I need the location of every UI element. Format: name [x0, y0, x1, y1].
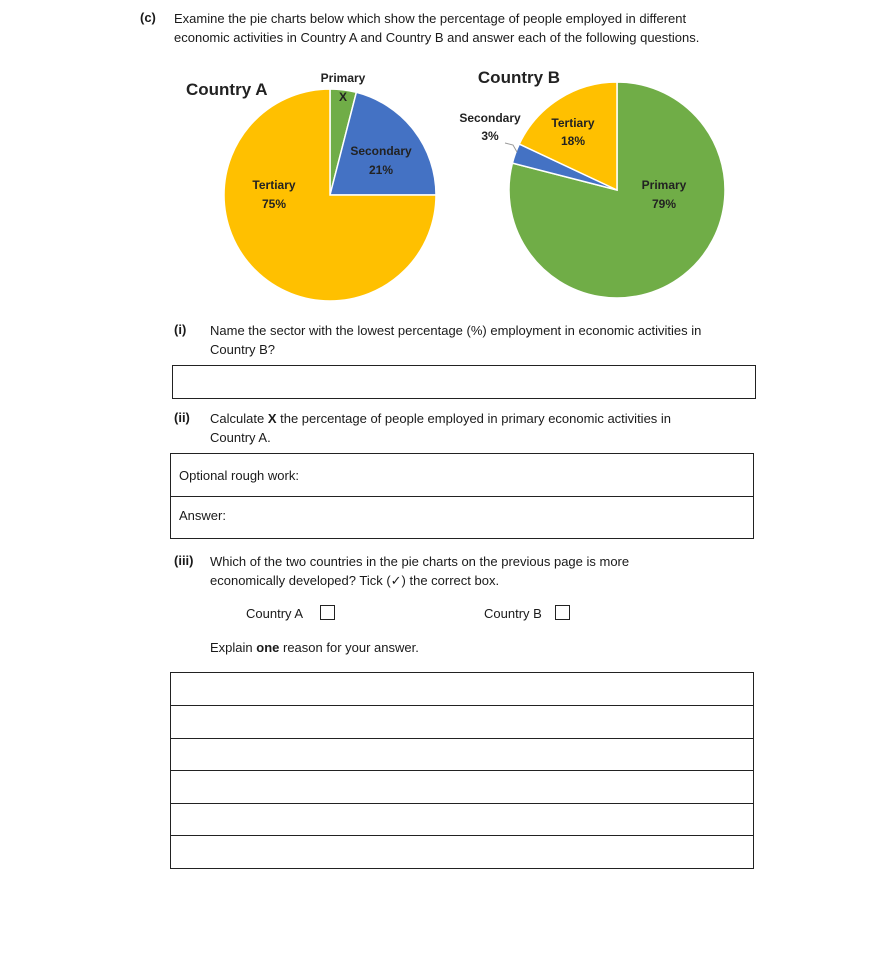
chart-b-value-tertiary: 18%: [560, 134, 586, 148]
answer-line: [171, 770, 753, 771]
q3-explanation-box[interactable]: [170, 672, 754, 869]
q3-text: [210, 552, 629, 590]
explain-pre: Explain: [210, 640, 257, 655]
chart-b-label-secondary: Secondary: [459, 111, 521, 125]
chart-b-title: Country B: [477, 68, 561, 87]
chart-a-value-primary: X: [338, 90, 348, 104]
q1-answer-box[interactable]: [172, 365, 756, 399]
answer-label: Answer:: [179, 508, 226, 523]
q1-text: [210, 321, 701, 359]
q1-label: (i): [174, 322, 187, 337]
chart-a-label-tertiary: Tertiary: [252, 178, 296, 192]
explain-post: reason for your answer.: [279, 640, 419, 655]
q2-box-divider: [171, 496, 753, 497]
chart-a-value-secondary: 21%: [368, 163, 394, 177]
chart-b-value-secondary: 3%: [481, 129, 499, 143]
chart-b-label-primary: Primary: [641, 178, 687, 192]
option-country-b-label: Country B: [484, 606, 542, 621]
explain-text: [210, 638, 419, 657]
q1-line-2: Country B?: [210, 342, 276, 357]
q2-answer-box[interactable]: [170, 453, 754, 539]
chart-a-title: Country A: [186, 80, 268, 99]
pie-chart-country-a: [224, 89, 436, 301]
chart-b-value-primary: 79%: [651, 197, 677, 211]
chart-a-value-tertiary: 75%: [261, 197, 287, 211]
answer-line: [171, 835, 753, 836]
q2-line-1: [210, 409, 671, 428]
chart-b-label-tertiary: Tertiary: [551, 116, 595, 130]
explain-bold: one: [256, 640, 280, 655]
q3-label: (iii): [174, 553, 194, 568]
pie-charts: [0, 0, 892, 320]
q2-line-1-pre: Calculate: [210, 411, 268, 426]
option-country-a-label: Country A: [246, 606, 304, 621]
answer-line: [171, 705, 753, 706]
q3-line-1: Which of the two countries in the pie charts on the previous page is more: [210, 554, 630, 569]
answer-line: [171, 738, 753, 739]
rough-work-label: Optional rough work:: [179, 468, 299, 483]
intro-line-1: Examine the pie charts below which show the percentage of people employed in different: [174, 11, 687, 26]
answer-line: [171, 803, 753, 804]
part-label: (c): [140, 10, 156, 25]
q2-label: (ii): [174, 410, 190, 425]
q2-line-2: Country A.: [210, 430, 271, 445]
chart-a-label-primary: Primary: [320, 71, 366, 85]
pie-chart-country-b: [509, 82, 725, 298]
q1-line-1: Name the sector with the lowest percentage (%) employment in economic activities in: [210, 323, 702, 338]
tick-box-country-a[interactable]: [320, 605, 335, 620]
intro-line-2: economic activities in Country A and Country B and answer each of the following questions.: [174, 30, 700, 45]
q2-text: [210, 409, 671, 447]
tick-box-country-b[interactable]: [555, 605, 570, 620]
q2-line-1-post: the percentage of people employed in primary economic activities in: [276, 411, 672, 426]
chart-b-secondary-leader-line: [505, 143, 517, 152]
q2-variable-x: X: [267, 411, 277, 426]
q3-line-2: economically developed? Tick (✓) the correct box.: [210, 573, 500, 588]
chart-a-label-secondary: Secondary: [350, 144, 412, 158]
